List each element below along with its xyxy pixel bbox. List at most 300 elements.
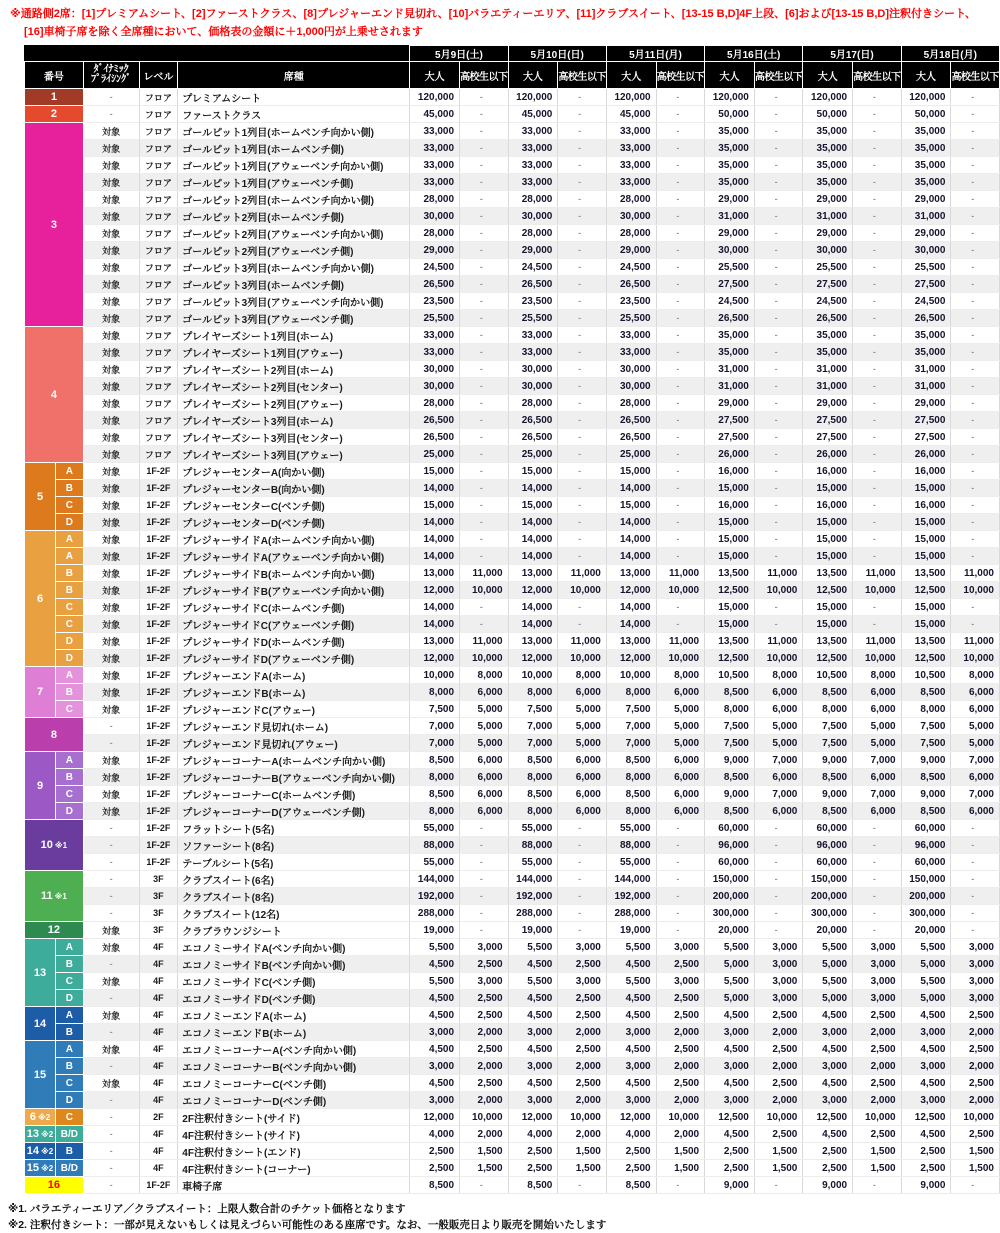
price-student-cell: 1,500 xyxy=(460,1160,509,1177)
price-adult-cell: 16,000 xyxy=(705,497,755,514)
price-student-cell: 2,500 xyxy=(460,990,509,1007)
price-adult-cell: 28,000 xyxy=(410,191,460,208)
price-adult-cell: 3,000 xyxy=(508,1024,558,1041)
price-adult-cell: 12,000 xyxy=(410,582,460,599)
level-cell: 4F xyxy=(139,1143,178,1160)
price-student-cell: 10,000 xyxy=(754,582,803,599)
dynamic-pricing-cell: - xyxy=(83,956,139,973)
price-adult-cell: 24,500 xyxy=(508,259,558,276)
adult-column-header-4: 大人 xyxy=(705,62,755,89)
price-adult-cell: 5,500 xyxy=(410,939,460,956)
price-adult-cell: 5,500 xyxy=(705,973,755,990)
price-student-cell: 2,000 xyxy=(460,1024,509,1041)
price-student-cell: 6,000 xyxy=(558,803,607,820)
price-student-cell: 2,000 xyxy=(754,1092,803,1109)
price-student-cell: - xyxy=(460,463,509,480)
price-adult-cell: 8,000 xyxy=(705,701,755,718)
dynamic-pricing-cell: 対象 xyxy=(83,1075,139,1092)
level-cell: 1F-2F xyxy=(139,837,178,854)
price-student-cell: 11,000 xyxy=(656,633,705,650)
price-adult-cell: 33,000 xyxy=(410,140,460,157)
table-row xyxy=(25,973,1000,990)
date-header-6: 5月18日(月) xyxy=(901,46,999,62)
price-adult-cell: 5,500 xyxy=(606,973,656,990)
price-student-cell: - xyxy=(558,446,607,463)
price-adult-cell: 45,000 xyxy=(410,106,460,123)
price-student-cell: - xyxy=(460,259,509,276)
price-adult-cell: 15,000 xyxy=(803,616,853,633)
seat-type-cell: プレミアムシート xyxy=(178,89,410,106)
price-adult-cell: 35,000 xyxy=(901,123,951,140)
price-student-cell: - xyxy=(853,463,902,480)
price-adult-cell: 25,500 xyxy=(508,310,558,327)
price-student-cell: 6,000 xyxy=(754,684,803,701)
seat-group-number xyxy=(25,123,84,327)
seat-group-letter: C xyxy=(56,786,84,803)
dynamic-pricing-cell: 対象 xyxy=(83,497,139,514)
price-adult-cell: 8,000 xyxy=(508,684,558,701)
table-row xyxy=(25,786,1000,803)
price-student-cell: - xyxy=(853,208,902,225)
price-adult-cell: 8,000 xyxy=(606,769,656,786)
price-student-cell: - xyxy=(460,514,509,531)
seat-type-cell: クラブスイート(6名) xyxy=(178,871,410,888)
price-student-cell: - xyxy=(951,905,1000,922)
seat-group-number-label: 6 xyxy=(36,592,44,605)
level-cell: 1F-2F xyxy=(139,667,178,684)
price-student-cell: - xyxy=(460,616,509,633)
price-student-cell: - xyxy=(558,174,607,191)
seat-group-number-label: 15 xyxy=(33,1068,47,1081)
price-student-cell: - xyxy=(460,140,509,157)
price-student-cell: - xyxy=(951,174,1000,191)
price-adult-cell: 35,000 xyxy=(705,123,755,140)
table-row xyxy=(25,361,1000,378)
price-student-cell: - xyxy=(754,208,803,225)
price-student-cell: - xyxy=(460,276,509,293)
price-adult-cell: 29,000 xyxy=(705,395,755,412)
price-student-cell: 5,000 xyxy=(951,735,1000,752)
dynamic-pricing-cell: 対象 xyxy=(83,514,139,531)
price-adult-cell: 300,000 xyxy=(901,905,951,922)
price-student-cell: 3,000 xyxy=(656,939,705,956)
price-adult-cell: 4,500 xyxy=(508,990,558,1007)
seat-type-cell: エコノミーエンドB(ホーム) xyxy=(178,1024,410,1041)
price-adult-cell: 8,500 xyxy=(508,786,558,803)
seat-group-letter: A xyxy=(56,548,84,565)
price-student-cell: 11,000 xyxy=(754,633,803,650)
seat-group-note: ※2 xyxy=(37,1113,51,1122)
date-header-4: 5月16日(土) xyxy=(705,46,803,62)
price-student-cell: - xyxy=(656,242,705,259)
price-student-cell: 6,000 xyxy=(853,803,902,820)
price-student-cell: 1,500 xyxy=(558,1160,607,1177)
price-adult-cell: 14,000 xyxy=(410,616,460,633)
dynamic-pricing-cell: - xyxy=(83,990,139,1007)
price-student-cell: - xyxy=(853,395,902,412)
table-row xyxy=(25,293,1000,310)
price-student-cell: 6,000 xyxy=(460,752,509,769)
price-student-cell: 10,000 xyxy=(558,582,607,599)
seat-type-cell: エコノミーサイドC(ベンチ側) xyxy=(178,973,410,990)
price-student-cell: - xyxy=(460,225,509,242)
seat-type-cell: クラブラウンジシート xyxy=(178,922,410,939)
price-student-cell: - xyxy=(853,497,902,514)
dynamic-pricing-label-line1: ﾀﾞｲﾅﾐｯｸ xyxy=(93,64,129,75)
price-student-cell: - xyxy=(656,344,705,361)
price-adult-cell: 60,000 xyxy=(803,854,853,871)
price-adult-cell: 150,000 xyxy=(705,871,755,888)
price-adult-cell: 23,500 xyxy=(508,293,558,310)
price-adult-cell: 33,000 xyxy=(508,123,558,140)
price-student-cell: - xyxy=(853,259,902,276)
price-adult-cell: 4,500 xyxy=(803,1075,853,1092)
price-student-cell: - xyxy=(853,225,902,242)
price-adult-cell: 200,000 xyxy=(705,888,755,905)
price-adult-cell: 144,000 xyxy=(410,871,460,888)
table-row xyxy=(25,514,1000,531)
price-student-cell: - xyxy=(754,89,803,106)
price-adult-cell: 13,000 xyxy=(606,633,656,650)
price-adult-cell: 4,500 xyxy=(901,1041,951,1058)
price-adult-cell: 27,500 xyxy=(803,429,853,446)
price-adult-cell: 4,500 xyxy=(410,1007,460,1024)
table-row xyxy=(25,1041,1000,1058)
seat-type-cell: 4F注釈付きシート(コーナー) xyxy=(178,1160,410,1177)
price-student-cell: - xyxy=(558,191,607,208)
price-adult-cell: 3,000 xyxy=(705,1024,755,1041)
level-cell: 3F xyxy=(139,905,178,922)
level-cell: 1F-2F xyxy=(139,514,178,531)
dynamic-pricing-cell: 対象 xyxy=(83,769,139,786)
price-adult-cell: 144,000 xyxy=(508,871,558,888)
seat-group-number xyxy=(25,1109,56,1126)
dynamic-pricing-cell: 対象 xyxy=(83,242,139,259)
seat-type-cell: エコノミーコーナーC(ベンチ側) xyxy=(178,1075,410,1092)
level-cell: 1F-2F xyxy=(139,616,178,633)
price-adult-cell: 15,000 xyxy=(508,497,558,514)
seat-group-number xyxy=(25,1143,56,1160)
price-student-cell: - xyxy=(460,361,509,378)
price-adult-cell: 25,500 xyxy=(705,259,755,276)
price-student-cell: - xyxy=(853,599,902,616)
dynamic-pricing-cell: 対象 xyxy=(83,939,139,956)
dynamic-pricing-cell: - xyxy=(83,888,139,905)
price-adult-cell: 88,000 xyxy=(606,837,656,854)
seat-type-cell: プレイヤーズシート1列目(ホーム) xyxy=(178,327,410,344)
price-student-cell: - xyxy=(558,531,607,548)
price-student-cell: - xyxy=(656,429,705,446)
price-adult-cell: 5,500 xyxy=(901,939,951,956)
table-row xyxy=(25,463,1000,480)
price-student-cell: - xyxy=(558,854,607,871)
level-cell: フロア xyxy=(139,106,178,123)
price-student-cell: 10,000 xyxy=(558,650,607,667)
level-cell: 4F xyxy=(139,1126,178,1143)
table-row xyxy=(25,1126,1000,1143)
price-adult-cell: 4,500 xyxy=(705,1041,755,1058)
price-student-cell: 6,000 xyxy=(754,769,803,786)
price-adult-cell: 12,500 xyxy=(901,1109,951,1126)
price-adult-cell: 26,500 xyxy=(606,429,656,446)
price-adult-cell: 4,500 xyxy=(410,1041,460,1058)
price-student-cell: 2,000 xyxy=(951,1058,1000,1075)
price-adult-cell: 4,500 xyxy=(508,1075,558,1092)
price-adult-cell: 5,000 xyxy=(705,956,755,973)
price-adult-cell: 7,500 xyxy=(803,718,853,735)
price-adult-cell: 60,000 xyxy=(901,854,951,871)
level-cell: フロア xyxy=(139,242,178,259)
price-student-cell: - xyxy=(460,106,509,123)
price-student-cell: 10,000 xyxy=(951,1109,1000,1126)
price-adult-cell: 7,500 xyxy=(410,701,460,718)
price-student-cell: - xyxy=(754,157,803,174)
dynamic-pricing-cell: 対象 xyxy=(83,1041,139,1058)
price-adult-cell: 12,500 xyxy=(803,582,853,599)
price-adult-cell: 2,500 xyxy=(410,1143,460,1160)
level-cell: フロア xyxy=(139,412,178,429)
price-adult-cell: 15,000 xyxy=(803,480,853,497)
price-adult-cell: 2,500 xyxy=(901,1160,951,1177)
dynamic-pricing-cell: 対象 xyxy=(83,582,139,599)
price-adult-cell: 2,500 xyxy=(508,1160,558,1177)
price-adult-cell: 31,000 xyxy=(901,361,951,378)
seat-group-number-label: 9 xyxy=(36,779,44,792)
seat-group-number-label: 7 xyxy=(36,686,44,698)
level-cell: フロア xyxy=(139,89,178,106)
price-adult-cell: 10,000 xyxy=(410,667,460,684)
price-adult-cell: 3,000 xyxy=(901,1024,951,1041)
price-adult-cell: 300,000 xyxy=(705,905,755,922)
price-adult-cell: 35,000 xyxy=(803,174,853,191)
price-student-cell: 11,000 xyxy=(460,633,509,650)
price-student-cell: 5,000 xyxy=(558,735,607,752)
seat-type-cell: プレイヤーズシート2列目(ホーム) xyxy=(178,361,410,378)
price-adult-cell: 2,500 xyxy=(803,1143,853,1160)
seat-group-number xyxy=(25,89,84,106)
price-student-cell: 1,500 xyxy=(754,1160,803,1177)
price-student-cell: 5,000 xyxy=(853,718,902,735)
seat-group-letter: A xyxy=(56,463,84,480)
price-student-cell: - xyxy=(656,276,705,293)
seat-group-number-label: 4 xyxy=(50,388,57,401)
price-student-cell: 2,500 xyxy=(951,1126,1000,1143)
seat-group-letter: B xyxy=(56,480,84,497)
table-row xyxy=(25,395,1000,412)
price-adult-cell: 16,000 xyxy=(705,463,755,480)
table-row xyxy=(25,208,1000,225)
price-student-cell: - xyxy=(558,837,607,854)
price-student-cell: 8,000 xyxy=(460,667,509,684)
seat-type-cell: ゴールピット3列目(ホームベンチ側) xyxy=(178,276,410,293)
dynamic-pricing-cell: 対象 xyxy=(83,922,139,939)
price-student-cell: 1,500 xyxy=(656,1143,705,1160)
price-student-cell: - xyxy=(951,191,1000,208)
price-student-cell: - xyxy=(951,412,1000,429)
price-student-cell: 10,000 xyxy=(853,582,902,599)
price-adult-cell: 14,000 xyxy=(606,599,656,616)
price-adult-cell: 3,000 xyxy=(606,1024,656,1041)
price-student-cell: - xyxy=(460,820,509,837)
price-adult-cell: 4,500 xyxy=(410,956,460,973)
seat-group-letter: D xyxy=(56,1092,84,1109)
table-row xyxy=(25,990,1000,1007)
price-adult-cell: 20,000 xyxy=(901,922,951,939)
price-student-cell: 2,500 xyxy=(853,1126,902,1143)
price-student-cell: - xyxy=(853,106,902,123)
price-adult-cell: 8,500 xyxy=(803,803,853,820)
price-student-cell: - xyxy=(853,378,902,395)
price-student-cell: - xyxy=(754,293,803,310)
price-student-cell: - xyxy=(656,922,705,939)
price-adult-cell: 3,000 xyxy=(901,1092,951,1109)
price-student-cell: - xyxy=(853,531,902,548)
price-student-cell: - xyxy=(853,140,902,157)
price-adult-cell: 12,500 xyxy=(705,650,755,667)
price-adult-cell: 5,500 xyxy=(410,973,460,990)
price-adult-cell: 3,000 xyxy=(508,1092,558,1109)
price-student-cell: - xyxy=(951,1177,1000,1194)
price-student-cell: - xyxy=(853,242,902,259)
price-adult-cell: 288,000 xyxy=(606,905,656,922)
price-student-cell: - xyxy=(754,242,803,259)
table-row xyxy=(25,616,1000,633)
seat-type-cell: ゴールピット3列目(アウェーベンチ向かい側) xyxy=(178,293,410,310)
price-adult-cell: 288,000 xyxy=(508,905,558,922)
price-adult-cell: 14,000 xyxy=(606,531,656,548)
price-student-cell: - xyxy=(558,429,607,446)
table-row xyxy=(25,1007,1000,1024)
dynamic-pricing-cell: 対象 xyxy=(83,429,139,446)
price-adult-cell: 150,000 xyxy=(901,871,951,888)
level-cell: 4F xyxy=(139,1058,178,1075)
table-row xyxy=(25,854,1000,871)
seat-type-cell: プレジャーエンドC(アウェー) xyxy=(178,701,410,718)
price-student-cell: 8,000 xyxy=(853,667,902,684)
price-student-cell: - xyxy=(558,225,607,242)
seat-type-cell: プレジャーコーナーD(アウェーベンチ側) xyxy=(178,803,410,820)
price-student-cell: - xyxy=(460,157,509,174)
table-row xyxy=(25,922,1000,939)
price-adult-cell: 15,000 xyxy=(803,599,853,616)
price-adult-cell: 16,000 xyxy=(901,463,951,480)
price-adult-cell: 14,000 xyxy=(508,616,558,633)
table-row xyxy=(25,956,1000,973)
price-adult-cell: 20,000 xyxy=(705,922,755,939)
level-column-header: レベル xyxy=(139,62,178,89)
dynamic-pricing-cell: - xyxy=(83,1160,139,1177)
seat-group-letter: D xyxy=(56,990,84,1007)
table-row xyxy=(25,1160,1000,1177)
price-adult-cell: 9,000 xyxy=(901,786,951,803)
adult-column-header-6: 大人 xyxy=(901,62,951,89)
price-student-cell: 2,000 xyxy=(656,1126,705,1143)
price-student-cell: - xyxy=(853,429,902,446)
table-row xyxy=(25,310,1000,327)
seat-type-cell: プレジャーセンターD(ベンチ側) xyxy=(178,514,410,531)
price-adult-cell: 29,000 xyxy=(803,395,853,412)
price-student-cell: - xyxy=(460,89,509,106)
price-adult-cell: 33,000 xyxy=(508,140,558,157)
dynamic-pricing-label-line2: ﾌﾟﾗｲｼﾝｸﾞ xyxy=(91,74,132,85)
price-student-cell: - xyxy=(656,361,705,378)
price-student-cell: - xyxy=(853,123,902,140)
price-student-cell: 7,000 xyxy=(951,752,1000,769)
price-student-cell: - xyxy=(754,922,803,939)
price-adult-cell: 30,000 xyxy=(410,208,460,225)
dynamic-pricing-cell: 対象 xyxy=(83,616,139,633)
seat-group-note: ※1 xyxy=(54,841,68,850)
price-student-cell: - xyxy=(853,361,902,378)
seat-group-letter: C xyxy=(56,1109,84,1126)
price-adult-cell: 35,000 xyxy=(803,344,853,361)
price-student-cell: - xyxy=(951,480,1000,497)
price-student-cell: - xyxy=(558,242,607,259)
price-student-cell: - xyxy=(460,344,509,361)
price-adult-cell: 29,000 xyxy=(705,191,755,208)
table-row xyxy=(25,769,1000,786)
price-adult-cell: 9,000 xyxy=(705,752,755,769)
price-student-cell: 6,000 xyxy=(754,701,803,718)
price-student-cell: - xyxy=(656,480,705,497)
seat-type-cell: プレイヤーズシート2列目(アウェー) xyxy=(178,395,410,412)
price-student-cell: 2,500 xyxy=(656,990,705,1007)
price-adult-cell: 19,000 xyxy=(410,922,460,939)
price-student-cell: 2,500 xyxy=(754,1007,803,1024)
price-adult-cell: 60,000 xyxy=(901,820,951,837)
price-student-cell: 10,000 xyxy=(853,1109,902,1126)
price-adult-cell: 15,000 xyxy=(901,616,951,633)
price-student-cell: - xyxy=(656,412,705,429)
table-row xyxy=(25,701,1000,718)
price-student-cell: 2,000 xyxy=(558,1126,607,1143)
price-adult-cell: 33,000 xyxy=(606,123,656,140)
price-student-cell: - xyxy=(656,106,705,123)
table-row xyxy=(25,378,1000,395)
level-cell: フロア xyxy=(139,293,178,310)
price-adult-cell: 35,000 xyxy=(705,157,755,174)
price-adult-cell: 60,000 xyxy=(705,854,755,871)
price-student-cell: - xyxy=(853,1177,902,1194)
price-adult-cell: 15,000 xyxy=(705,616,755,633)
level-cell: 1F-2F xyxy=(139,463,178,480)
level-cell: フロア xyxy=(139,140,178,157)
seat-group-number xyxy=(25,1126,56,1143)
level-cell: フロア xyxy=(139,276,178,293)
seat-group-number xyxy=(25,752,56,820)
level-cell: 1F-2F xyxy=(139,854,178,871)
seat-group-letter: C xyxy=(56,701,84,718)
seat-type-cell: プレジャーセンターC(ベンチ側) xyxy=(178,497,410,514)
price-student-cell: - xyxy=(656,208,705,225)
price-adult-cell: 5,500 xyxy=(705,939,755,956)
price-student-cell: - xyxy=(558,888,607,905)
seat-group-letter: B xyxy=(56,565,84,582)
price-student-cell: 10,000 xyxy=(558,1109,607,1126)
seat-type-cell: エコノミーサイドA(ベンチ向かい側) xyxy=(178,939,410,956)
price-adult-cell: 2,500 xyxy=(803,1160,853,1177)
price-adult-cell: 14,000 xyxy=(508,514,558,531)
price-student-cell: 10,000 xyxy=(460,1109,509,1126)
seat-type-cell: ファーストクラス xyxy=(178,106,410,123)
price-adult-cell: 2,500 xyxy=(606,1143,656,1160)
seat-type-cell: プレジャーエンド見切れ(ホーム) xyxy=(178,718,410,735)
price-adult-cell: 35,000 xyxy=(705,140,755,157)
dynamic-pricing-cell: 対象 xyxy=(83,1007,139,1024)
price-student-cell: 2,000 xyxy=(754,1024,803,1041)
price-adult-cell: 12,500 xyxy=(901,650,951,667)
price-student-cell: 6,000 xyxy=(853,701,902,718)
